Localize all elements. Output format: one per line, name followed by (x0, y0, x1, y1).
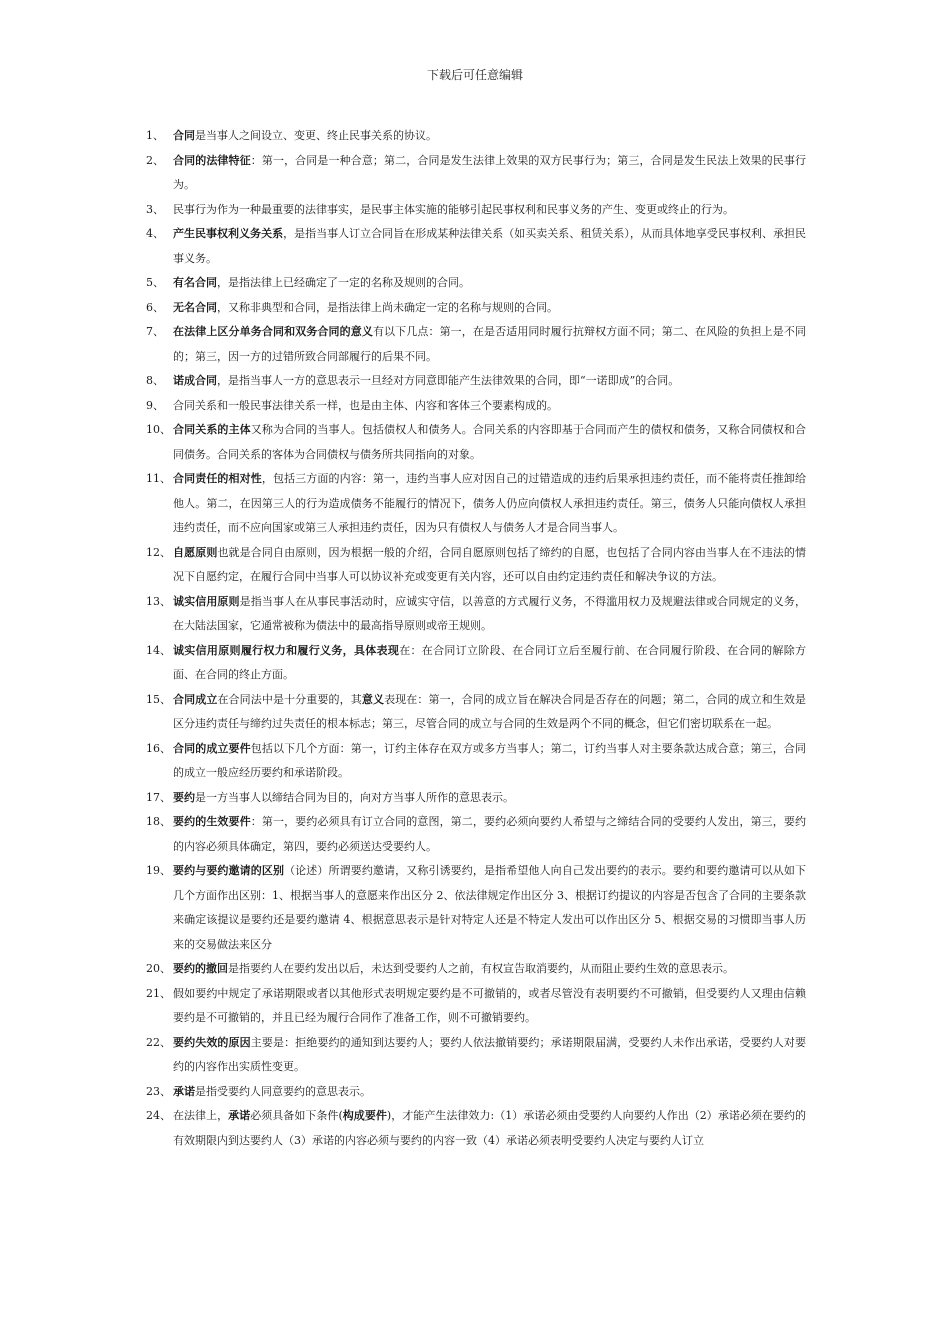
item-text (173, 541, 806, 590)
list-item (146, 639, 806, 688)
item-text (173, 810, 806, 859)
item-number: 15、 (146, 692, 171, 706)
text-segment: 民事行为作为一种最重要的法律事实，是民事主体实施的能够引起民事权利和民事义务的产生、变更或终止的行为。 (173, 202, 734, 216)
list-item (146, 271, 806, 296)
list-item (146, 467, 806, 541)
item-text (173, 1031, 806, 1080)
text-segment: ，又称非典型和合同，是指法律上尚未确定一定的名称与规则的合同。 (217, 300, 558, 314)
bold-term: 要约的生效要件 (173, 815, 251, 828)
item-text (173, 369, 806, 394)
bold-term: 意义 (361, 692, 385, 706)
item-text (173, 149, 806, 198)
item-text (173, 1104, 806, 1153)
list-item (146, 124, 806, 149)
text-segment: （论述）所谓要约邀请，又称引诱要约，是指希望他人向自己发出要约的表示。要约和要约邀请可以从如下几个方面作出区别：1、根据当事人的意愿来作出区分 2、依法律规定作出区分 3、根据订约提议的内容是否包含了合同的主要条款来确定该提议是要约还是要约邀请 4、根据意思表示是针对特定人还是不特定人发出可以作出区分 5、根据交易的习惯即当事人历来的交易做法来区分 (173, 864, 807, 951)
text-segment: ：第一，合同是一种合意；第二，合同是发生法律上效果的双方民事行为；第三，合同是发生民法上效果的民事行为。 (173, 153, 806, 191)
list-item (146, 541, 806, 590)
item-text (173, 418, 806, 467)
item-number: 19、 (146, 864, 171, 877)
item-text (173, 296, 806, 321)
bold-term: 合同 (173, 129, 195, 142)
page-header: 下载后可任意编辑 (426, 68, 523, 82)
list-item (146, 369, 806, 394)
item-number: 4、 (146, 227, 164, 240)
item-number: 3、 (146, 202, 164, 216)
text-segment: ，是指当事人一方的意思表示一旦经对方同意即能产生法律效果的合同，即“一诺即成”的合同。 (217, 374, 680, 387)
text-segment: ，是指当事人订立合同旨在形成某种法律关系（如买卖关系、租赁关系），从而具体地享受民事权利、承担民事义务。 (173, 227, 807, 265)
bold-term: 有名合同 (173, 276, 217, 289)
list-item (146, 394, 806, 419)
text-segment: ，是指法律上已经确定了一定的名称及规则的合同。 (217, 276, 470, 289)
list-item (146, 1104, 806, 1153)
item-text (173, 688, 806, 737)
text-segment: 有以下几点：第一，在是否适用同时履行抗辩权方面不同；第二、在风险的负担上是不同的；第三，因一方的过错所致合同部履行的后果不同。 (173, 325, 807, 363)
item-text (173, 859, 806, 957)
item-number: 6、 (146, 300, 164, 314)
item-number: 9、 (146, 398, 164, 412)
bold-term: 自愿原则 (173, 545, 218, 559)
item-number: 12、 (146, 545, 171, 559)
bold-term: 承诺 (173, 1084, 195, 1098)
text-segment: 也就是合同自由原则，因为根据一般的介绍，合同自愿原则包括了缔约的自愿，也包括了合同内容由当事人在不违法的情况下自愿约定，在履行合同中当事人可以协议补充或变更有关内容，还可以自由约定违约责任和解决争议的方法。 (173, 545, 807, 583)
item-number: 16、 (146, 741, 171, 755)
list-item (146, 982, 806, 1031)
text-segment: )，才能产生法律效力:（1）承诺必须由受要约人向要约人作出（2）承诺必须在要约的有效期限内到达要约人（3）承诺的内容必须与要约的内容一致（4）承诺必须表明受要约人决定与要约人订立 (173, 1109, 807, 1147)
bold-term: 要约的撤回 (173, 962, 228, 975)
text-segment: 是一方当事人以缔结合同为目的，向对方当事人所作的意思表示。 (195, 790, 514, 804)
bold-term: 承诺 (228, 1109, 251, 1122)
bold-term: 要约 (173, 790, 195, 804)
text-segment: 在合同法中是十分重要的，其 (217, 692, 362, 706)
text-segment: 是指当事人在从事民事活动时，应诚实守信，以善意的方式履行义务，不得滥用权力及规避法律或合同规定的义务，在大陆法国家，它通常被称为债法中的最高指导原则或帝王规则。 (173, 594, 807, 632)
item-text (173, 590, 806, 639)
text-segment: 是指要约人在要约发出以后，未达到受要约人之前，有权宣告取消要约，从而阻止要约生效的意思表示。 (228, 962, 734, 975)
text-segment: 是当事人之间设立、变更、终止民事关系的协议。 (195, 129, 437, 142)
text-segment: ：第一，要约必须具有订立合同的意图，第二，要约必须向要约人希望与之缔结合同的受要约人发出，第三，要约的内容必须具体确定，第四，要约必须送达受要约人。 (173, 815, 806, 853)
item-number: 2、 (146, 153, 164, 167)
list-item (146, 320, 806, 369)
bold-term: 在法律上区分单务合同和双务合同的意义 (173, 325, 373, 338)
text-segment: ，包括三方面的内容：第一，违约当事人应对因自己的过错造成的违约后果承担违约责任，而不能将责任推卸给他人。第二，在因第三人的行为造成债务不能履行的情况下，债务人仍应向债权人承担违约责任。第三，债务人只能向债权人承担违约责任，而不应向国家或第三人承担违约责任，因为只有债权人与债务人才是合同当事人。 (173, 472, 806, 534)
text-segment: 必须具备如下条件( (250, 1109, 343, 1122)
item-number: 18、 (146, 815, 171, 828)
bold-term: 合同责任的相对性 (173, 472, 262, 485)
text-segment: 是指受要约人同意要约的意思表示。 (195, 1084, 371, 1098)
bold-term: 诚实信用原则 (173, 594, 240, 608)
list-item (146, 737, 806, 786)
list-item (146, 198, 806, 223)
item-number: 13、 (146, 594, 171, 608)
bold-term: 合同关系的主体 (173, 423, 251, 436)
item-number: 8、 (146, 374, 164, 387)
item-number: 24、 (146, 1109, 171, 1122)
item-text (173, 394, 806, 419)
bold-term: 合同成立 (173, 692, 218, 706)
item-text (173, 198, 806, 223)
item-number: 22、 (146, 1035, 171, 1049)
item-text (173, 124, 806, 149)
item-number: 17、 (146, 790, 171, 804)
bold-term: 合同的成立要件 (173, 741, 251, 755)
item-text (173, 957, 806, 982)
list-item (146, 418, 806, 467)
item-number: 23、 (146, 1084, 171, 1098)
item-number: 11、 (146, 472, 171, 485)
item-text (173, 639, 806, 688)
list-item (146, 957, 806, 982)
list-item (146, 590, 806, 639)
item-number: 20、 (146, 962, 171, 975)
item-number: 1、 (146, 129, 164, 142)
item-number: 14、 (146, 643, 171, 657)
text-segment: 在：在合同订立阶段、在合同订立后至履行前、在合同履行阶段、在合同的解除方面、在合同的终止方面。 (173, 643, 807, 681)
list-item (146, 859, 806, 957)
item-text (173, 320, 806, 369)
item-number: 7、 (146, 325, 164, 338)
text-segment: 假如要约中规定了承诺期限或者以其他形式表明规定要约是不可撤销的，或者尽管没有表明要约不可撤销，但受要约人又理由信赖要约是不可撤销的，并且已经为履行合同作了准备工作，则不可撤销要约。 (173, 986, 806, 1024)
bold-term: 诺成合同 (173, 374, 217, 387)
list-item (146, 1031, 806, 1080)
bold-term: 产生民事权利义务关系 (173, 227, 284, 240)
list-item (146, 296, 806, 321)
bold-term: 诚实信用原则履行权力和履行义务，具体表现 (173, 643, 400, 657)
text-segment: 在法律上， (173, 1109, 229, 1122)
list-item (146, 810, 806, 859)
term-list (146, 124, 806, 1153)
item-number: 21、 (146, 986, 171, 1000)
item-number: 5、 (146, 276, 164, 289)
text-segment: 包括以下几个方面：第一，订约主体存在双方或多方当事人；第二，订约当事人对主要条款达成合意；第三，合同的成立一般应经历要约和承诺阶段。 (173, 741, 806, 779)
text-segment: 主要是：拒绝要约的通知到达要约人；要约人依法撤销要约；承诺期限届满，受要约人未作出承诺，受要约人对要约的内容作出实质性变更。 (173, 1035, 806, 1073)
item-number: 10、 (146, 423, 171, 436)
item-text (173, 1080, 806, 1105)
bold-term: 要约与要约邀请的区别 (173, 864, 285, 877)
text-segment: 合同关系和一般民事法律关系一样，也是由主体、内容和客体三个要素构成的。 (173, 398, 558, 412)
list-item (146, 149, 806, 198)
item-text (173, 982, 806, 1031)
bold-term: 要约失效的原因 (173, 1035, 251, 1049)
list-item (146, 688, 806, 737)
item-text (173, 737, 806, 786)
item-text (173, 467, 806, 541)
bold-term: 合同的法律特征 (173, 153, 251, 167)
item-text (173, 222, 806, 271)
item-text (173, 271, 806, 296)
bold-term: 构成要件 (342, 1109, 387, 1122)
list-item (146, 222, 806, 271)
item-text (173, 786, 806, 811)
list-item (146, 1080, 806, 1105)
text-segment: 表现在：第一，合同的成立旨在解决合同是否存在的问题；第二，合同的成立和生效是区分违约责任与缔约过失责任的根本标志；第三，尽管合同的成立与合同的生效是两个不同的概念，但它们密切联系在一起。 (173, 692, 807, 730)
bold-term: 无名合同 (173, 300, 217, 314)
list-item (146, 786, 806, 811)
text-segment: 又称为合同的当事人。包括债权人和债务人。合同关系的内容即基于合同而产生的债权和债务，又称合同债权和合同债务。合同关系的客体为合同债权与债务所共同指向的对象。 (173, 423, 806, 461)
